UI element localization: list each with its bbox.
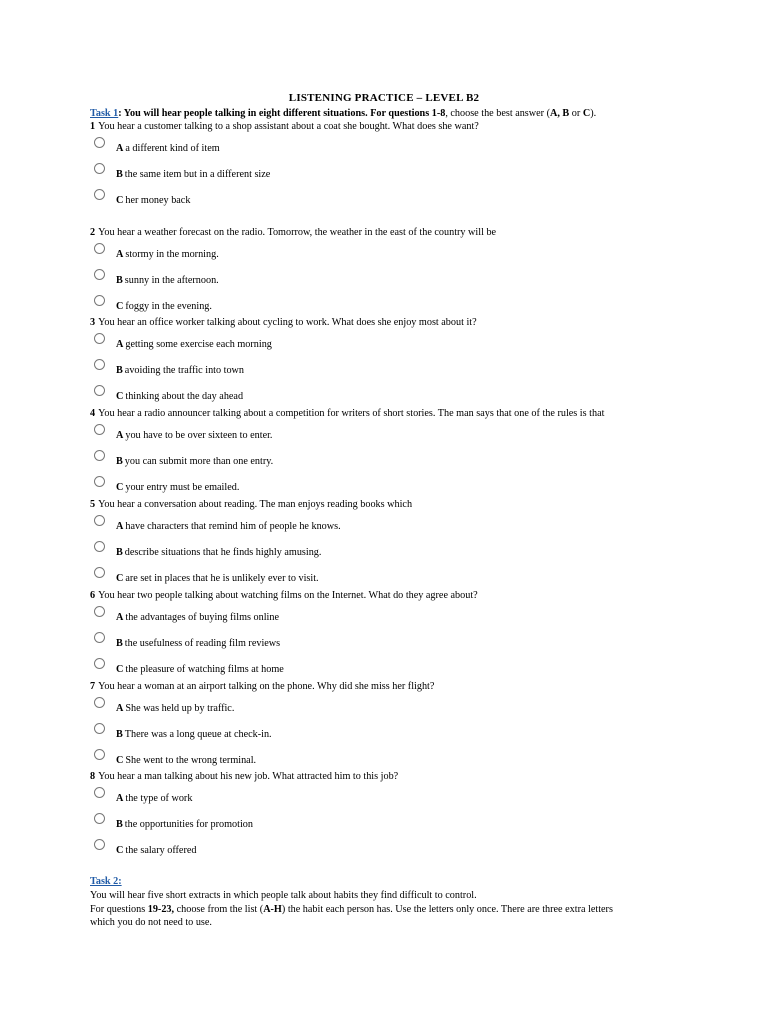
option-letter: A (116, 703, 124, 714)
answer-option[interactable] (90, 745, 730, 771)
option-label (116, 573, 319, 585)
question-6 (90, 589, 730, 680)
option-letter: A (116, 612, 124, 623)
option-text: describe situations that he finds highly amusing. (124, 547, 322, 558)
radio-button[interactable] (94, 749, 105, 760)
question-number: 2 (90, 227, 96, 238)
question-prompt: You hear a customer talking to a shop assistant about a coat she bought. What does she want? (98, 121, 479, 132)
option-letter: A (116, 143, 124, 154)
option-letter: C (116, 664, 124, 675)
option-label (116, 430, 272, 442)
task1-letter-c: C (582, 108, 591, 119)
question-number: 7 (90, 681, 96, 692)
answer-option[interactable] (90, 329, 730, 355)
answer-option[interactable] (90, 654, 730, 680)
radio-button[interactable] (94, 787, 105, 798)
answer-option[interactable] (90, 133, 730, 159)
answer-option[interactable] (90, 291, 730, 317)
question-text (90, 498, 730, 511)
option-letter: C (116, 482, 124, 493)
option-letter: A (116, 339, 124, 350)
question-text (90, 407, 730, 420)
task1-instructions (90, 107, 690, 120)
radio-button[interactable] (94, 813, 105, 824)
answer-option[interactable] (90, 835, 730, 861)
answer-option[interactable] (90, 809, 730, 835)
radio-button[interactable] (94, 723, 105, 734)
option-text: the same item but in a different size (124, 169, 271, 180)
task2-line-3: which you do not need to use. (90, 917, 212, 928)
option-letter: B (116, 729, 123, 740)
task1-instr-text: , choose the best answer ( (445, 108, 550, 119)
question-number: 1 (90, 121, 96, 132)
radio-button[interactable] (94, 839, 105, 850)
option-label (116, 664, 284, 676)
option-text: her money back (125, 195, 191, 206)
radio-button[interactable] (94, 359, 105, 370)
task2-question-range: 19-23, (147, 904, 175, 915)
option-label (116, 521, 341, 533)
option-text: foggy in the evening. (125, 301, 212, 312)
question-2 (90, 226, 730, 317)
answer-option[interactable] (90, 239, 730, 265)
option-label (116, 703, 234, 715)
option-letter: C (116, 845, 124, 856)
option-label (116, 755, 256, 767)
question-7 (90, 680, 730, 771)
question-number: 3 (90, 317, 96, 328)
question-prompt: You hear a radio announcer talking about a competition for writers of short stories. The man says that one of the rules is that (98, 408, 605, 419)
option-label (116, 547, 321, 559)
option-letter: C (116, 755, 124, 766)
radio-button[interactable] (94, 697, 105, 708)
task2-heading (90, 875, 690, 888)
question-text (90, 120, 730, 133)
option-text: your entry must be emailed. (125, 482, 240, 493)
radio-button[interactable] (94, 295, 105, 306)
option-text: have characters that remind him of people he knows. (125, 521, 341, 532)
option-letter: C (116, 195, 124, 206)
question-8 (90, 770, 730, 861)
radio-button[interactable] (94, 632, 105, 643)
option-letter: C (116, 573, 124, 584)
question-number: 6 (90, 590, 96, 601)
answer-option[interactable] (90, 628, 730, 654)
option-letter: C (116, 391, 124, 402)
answer-option[interactable] (90, 511, 730, 537)
task2-line-1: You will hear five short extracts in which people talk about habits they find difficult to control. (90, 890, 477, 901)
answer-option[interactable] (90, 563, 730, 589)
option-letter: B (116, 456, 123, 467)
option-label (116, 845, 196, 857)
option-letter: B (116, 365, 123, 376)
option-text: the salary offered (125, 845, 197, 856)
option-text: a different kind of item (125, 143, 220, 154)
radio-button[interactable] (94, 189, 105, 200)
task2-line-2 (90, 903, 690, 916)
answer-option[interactable] (90, 185, 730, 211)
question-3 (90, 316, 730, 407)
question-1 (90, 120, 730, 211)
option-label (116, 612, 279, 624)
answer-option[interactable] (90, 602, 730, 628)
radio-button[interactable] (94, 137, 105, 148)
task1-instr-end: ). (590, 108, 597, 119)
option-letter: A (116, 430, 124, 441)
radio-button[interactable] (94, 515, 105, 526)
radio-button[interactable] (94, 541, 105, 552)
option-label (116, 195, 190, 207)
task1-letters-ab: A, B (549, 108, 570, 119)
option-label (116, 391, 243, 403)
option-label (116, 819, 253, 831)
option-letter: A (116, 249, 124, 260)
question-prompt: You hear a woman at an airport talking on the phone. Why did she miss her flight? (98, 681, 435, 692)
question-prompt: You hear two people talking about watching films on the Internet. What do they agree about? (98, 590, 478, 601)
question-prompt: You hear an office worker talking about cycling to work. What does she enjoy most about it? (98, 317, 477, 328)
option-text: stormy in the morning. (125, 249, 219, 260)
option-text: you can submit more than one entry. (124, 456, 274, 467)
radio-button[interactable] (94, 333, 105, 344)
option-text: getting some exercise each morning (125, 339, 272, 350)
option-text: There was a long queue at check-in. (124, 729, 272, 740)
question-text (90, 770, 730, 783)
question-text (90, 680, 730, 693)
option-text: the type of work (125, 793, 193, 804)
option-label (116, 275, 219, 287)
option-text: the pleasure of watching films at home (125, 664, 284, 675)
answer-option[interactable] (90, 537, 730, 563)
option-text: are set in places that he is unlikely ever to visit. (125, 573, 319, 584)
question-number: 4 (90, 408, 96, 419)
task1-instr-or: or (569, 108, 583, 119)
answer-option[interactable] (90, 472, 730, 498)
option-text: you have to be over sixteen to enter. (125, 430, 273, 441)
option-text: She went to the wrong terminal. (125, 755, 257, 766)
task2-instr-e: ) the habit each person has. Use the letters only once. There are three extra letters (281, 904, 613, 915)
option-label (116, 339, 272, 351)
radio-button[interactable] (94, 163, 105, 174)
option-label (116, 301, 212, 313)
radio-button[interactable] (94, 658, 105, 669)
question-text (90, 226, 730, 239)
task2-instr-c: choose from the list ( (174, 904, 264, 915)
answer-option[interactable] (90, 693, 730, 719)
option-label (116, 482, 239, 494)
option-letter: B (116, 275, 123, 286)
answer-option[interactable] (90, 159, 730, 185)
question-5 (90, 498, 730, 589)
option-letter: A (116, 793, 124, 804)
question-prompt: You hear a man talking about his new job. What attracted him to this job? (98, 771, 399, 782)
option-text: sunny in the afternoon. (124, 275, 219, 286)
option-label (116, 169, 270, 181)
radio-button[interactable] (94, 567, 105, 578)
answer-option[interactable] (90, 265, 730, 291)
option-letter: B (116, 638, 123, 649)
question-4 (90, 407, 730, 498)
option-text: She was held up by traffic. (125, 703, 235, 714)
answer-option[interactable] (90, 719, 730, 745)
question-text (90, 316, 730, 329)
option-text: avoiding the traffic into town (124, 365, 245, 376)
question-text (90, 589, 730, 602)
page-title: LISTENING PRACTICE – LEVEL B2 (288, 92, 480, 104)
answer-option[interactable] (90, 446, 730, 472)
radio-button[interactable] (94, 269, 105, 280)
option-text: the usefulness of reading film reviews (124, 638, 281, 649)
option-label (116, 456, 273, 468)
question-prompt: You hear a conversation about reading. The man enjoys reading books which (98, 499, 413, 510)
option-text: thinking about the day ahead (125, 391, 244, 402)
option-letter: B (116, 547, 123, 558)
answer-option[interactable] (90, 420, 730, 446)
task1-link[interactable]: Task 1 (90, 108, 119, 119)
radio-button[interactable] (94, 606, 105, 617)
answer-option[interactable] (90, 355, 730, 381)
option-label (116, 143, 220, 155)
radio-button[interactable] (94, 243, 105, 254)
radio-button[interactable] (94, 385, 105, 396)
option-letter: B (116, 819, 123, 830)
radio-button[interactable] (94, 424, 105, 435)
radio-button[interactable] (94, 450, 105, 461)
option-letter: C (116, 301, 124, 312)
option-letter: B (116, 169, 123, 180)
option-label (116, 365, 244, 377)
option-label (116, 729, 272, 741)
task1-question-range: 1-8 (431, 108, 446, 119)
task1-instr-colon: : You will hear people talking in eight different situations. For questions (118, 108, 432, 119)
question-prompt: You hear a weather forecast on the radio. Tomorrow, the weather in the east of the country will be (98, 227, 497, 238)
option-text: the advantages of buying films online (125, 612, 279, 623)
task2-letter-range: A-H (263, 904, 282, 915)
answer-option[interactable] (90, 381, 730, 407)
radio-button[interactable] (94, 476, 105, 487)
question-number: 8 (90, 771, 96, 782)
question-number: 5 (90, 499, 96, 510)
answer-option[interactable] (90, 783, 730, 809)
option-letter: A (116, 521, 124, 532)
option-label (116, 249, 219, 261)
task2-link[interactable]: Task 2: (90, 876, 122, 887)
option-label (116, 638, 280, 650)
option-text: the opportunities for promotion (124, 819, 253, 830)
task2-instr-a: For questions (90, 904, 148, 915)
option-label (116, 793, 192, 805)
